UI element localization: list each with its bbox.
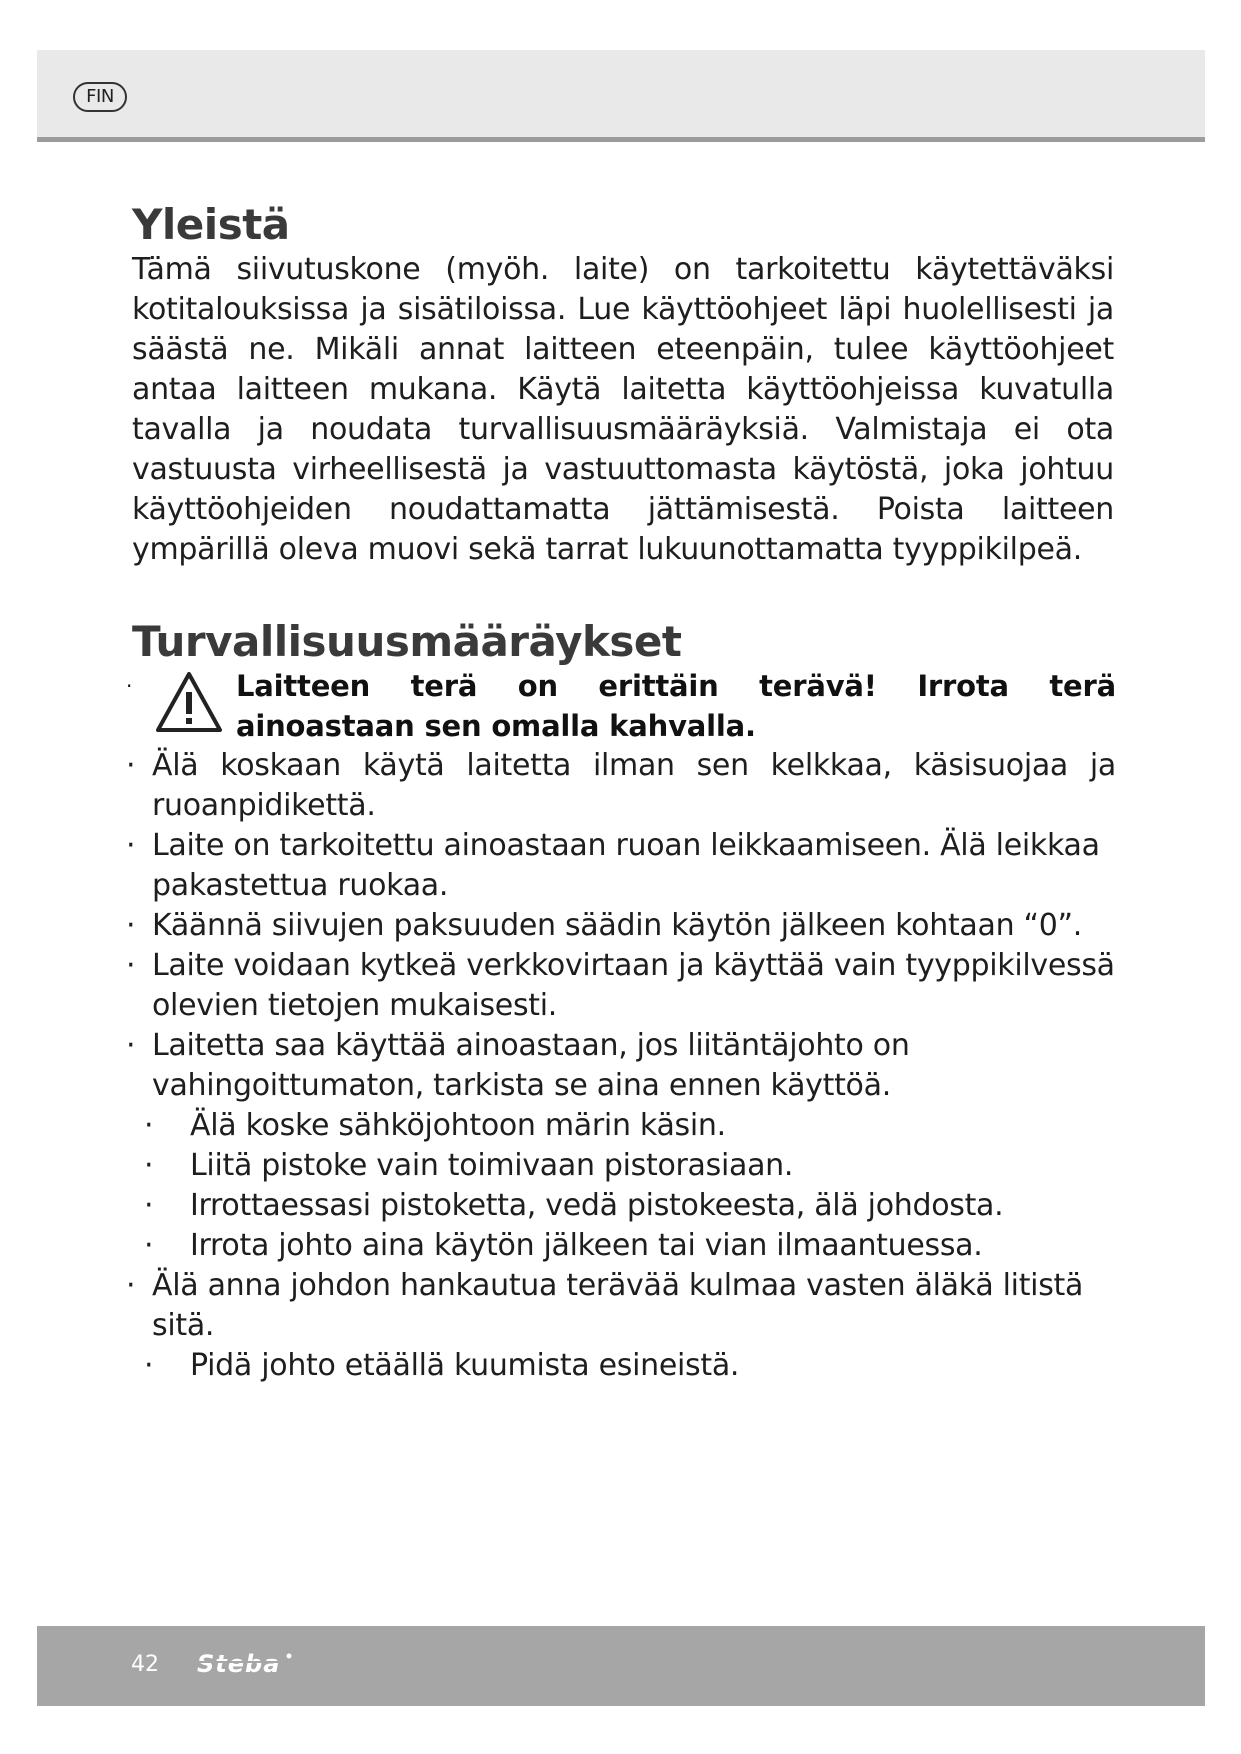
list-item-text: Pidä johto etäällä kuumista esineistä. xyxy=(190,1348,740,1383)
svg-text:Steba: Steba xyxy=(197,1650,281,1678)
general-section xyxy=(132,200,1114,570)
list-item xyxy=(126,906,1116,946)
list-item xyxy=(126,1266,1116,1346)
list-item-text: Laitetta saa käyttää ainoastaan, jos liitäntäjohto on vahingoittumaton, tarkista se aina ennen käyttöä. xyxy=(152,1028,910,1103)
page-number: 42 xyxy=(131,1652,159,1677)
bullet: · xyxy=(126,908,136,943)
header-bar xyxy=(37,50,1205,142)
list-item xyxy=(126,1186,1116,1226)
bullet: · xyxy=(126,748,136,783)
bullet: · xyxy=(144,1108,154,1143)
list-item xyxy=(126,746,1116,826)
warning-triangle-icon xyxy=(154,670,224,734)
list-item-text: Älä koske sähköjohtoon märin käsin. xyxy=(190,1108,726,1143)
bullet: · xyxy=(144,1148,154,1183)
list-item-text: Käännä siivujen paksuuden säädin käytön jälkeen kohtaan “0”. xyxy=(152,908,1083,943)
safety-list xyxy=(126,666,1116,1386)
steba-logo xyxy=(193,1648,313,1682)
list-item xyxy=(126,1146,1116,1186)
bullet: · xyxy=(126,1028,136,1063)
list-item-text: Älä anna johdon hankautua terävää kulmaa vasten äläkä litistä sitä. xyxy=(152,1268,1084,1343)
list-item xyxy=(126,946,1116,1026)
list-item xyxy=(126,1106,1116,1146)
list-item-text: Laite voidaan kytkeä verkkovirtaan ja käyttää vain tyyppikilvessä olevien tietojen mukaisesti. xyxy=(152,948,1115,1023)
bullet: · xyxy=(144,1348,154,1383)
list-item-text: Irrottaessasi pistoketta, vedä pistokeesta, älä johdosta. xyxy=(190,1188,1004,1223)
list-item-text: Liitä pistoke vain toimivaan pistorasiaan. xyxy=(190,1148,794,1183)
list-item xyxy=(126,1346,1116,1386)
list-item-text: Laite on tarkoitettu ainoastaan ruoan leikkaamiseen. Älä leikkaa pakastettua ruokaa. xyxy=(152,828,1100,903)
bullet: · xyxy=(126,1268,136,1303)
warning-item xyxy=(126,666,1116,746)
language-badge: FIN xyxy=(73,82,127,112)
list-item-text: Irrota johto aina käytön jälkeen tai vian ilmaantuessa. xyxy=(190,1228,983,1263)
general-body: Tämä siivutuskone (myöh. laite) on tarkoitettu käytettäväksi kotitalouksissa ja sisätiloissa. Lue käyttöohjeet läpi huolellisesti ja säästä ne. Mikäli annat laitteen eteenpäin, tulee käyttöohjeet antaa laitteen mukana. Käytä laitetta käyttöohjeissa kuvatulla tavalla ja noudata turvallisuusmääräyksiä. Valmistaja ei ota vastuusta virheellisestä ja vastuuttomasta käytöstä, joka johtuu käyttöohjeiden noudattamatta jättämisestä. Poista laitteen ympärillä oleva muovi sekä tarrat lukuunottamatta tyyppikilpeä. xyxy=(132,252,1114,567)
general-title: Yleistä xyxy=(132,200,290,249)
bullet: · xyxy=(144,1188,154,1223)
warning-text: Laitteen terä on erittäin terävä! Irrota terä ainoastaan sen omalla kahvalla. xyxy=(236,669,1116,743)
footer-bar xyxy=(37,1626,1205,1706)
list-item xyxy=(126,1026,1116,1106)
list-item xyxy=(126,826,1116,906)
bullet: · xyxy=(144,1228,154,1263)
bullet: · xyxy=(126,828,136,863)
list-item-text: Älä koskaan käytä laitetta ilman sen kelkkaa, käsisuojaa ja ruoanpidikettä. xyxy=(152,748,1116,823)
safety-title: Turvallisuusmääräykset xyxy=(132,617,682,666)
bullet: · xyxy=(126,948,136,983)
bullet: · xyxy=(126,674,133,698)
list-item xyxy=(126,1226,1116,1266)
